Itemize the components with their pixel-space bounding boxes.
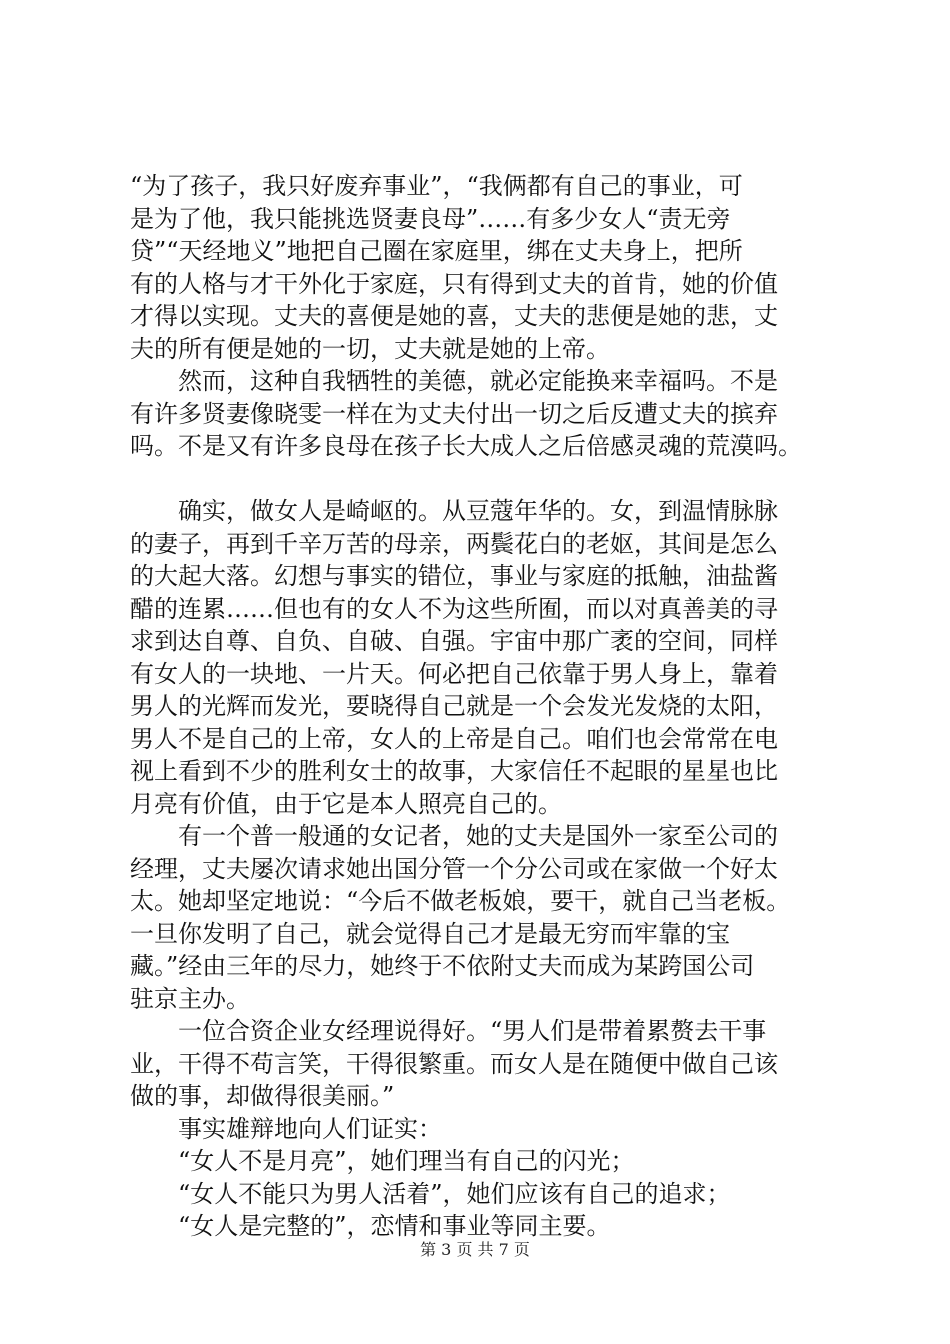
text-line: 有一个普一般通的女记者，她的丈夫是国外一家至公司的 bbox=[178, 822, 778, 850]
text-line: 一旦你发明了自己，就会觉得自己才是最无穷而牢靠的宝 bbox=[130, 919, 730, 948]
text-line: 有许多贤妻像晓雯一样在为丈夫付出一切之后反遭丈夫的摈弃 bbox=[130, 399, 778, 428]
text-line: 然而，这种自我牺牲的美德，就必定能换来幸福吗。不是 bbox=[178, 367, 778, 395]
text-line: 男人的光辉而发光，要晓得自己就是一个会发光发烧的太阳， bbox=[130, 692, 778, 720]
text-line: 一位合资企业女经理说得好。“男人们是带着累赘去干事 bbox=[178, 1017, 767, 1045]
text-line: “为了孩子，我只好废弃事业”，“我俩都有自己的事业，可 bbox=[130, 172, 743, 200]
text-line: 业，干得不苟言笑，干得很繁重。而女人是在随便中做自己该 bbox=[130, 1049, 778, 1078]
text-line: 夫的所有便是她的一切，丈夫就是她的上帝。 bbox=[130, 334, 610, 363]
text-line: 有的人格与才干外化于家庭，只有得到丈夫的首肯，她的价值 bbox=[130, 269, 778, 298]
text-line: 的妻子，再到千辛万苦的母亲，两鬓花白的老妪，其间是怎么 bbox=[130, 529, 778, 558]
text-line: 驻京主办。 bbox=[130, 984, 250, 1013]
text-line: 的大起大落。幻想与事实的错位，事业与家庭的抵触，油盐酱 bbox=[130, 562, 778, 590]
text-line: 男人不是自己的上帝，女人的上帝是自己。咱们也会常常在电 bbox=[130, 724, 778, 753]
text-line: 做的事，却做得很美丽。” bbox=[130, 1082, 395, 1110]
text-line: 贷”“天经地义”地把自己圈在家庭里，绑在丈夫身上，把所 bbox=[130, 237, 743, 265]
text-line: “女人不能只为男人活着”，她们应该有自己的追求； bbox=[178, 1179, 731, 1208]
text-line: 藏。”经由三年的尽力，她终于不依附丈夫而成为某跨国公司 bbox=[130, 952, 755, 980]
text-line: 太。她却坚定地说：“今后不做老板娘，要干，就自己当老板。 bbox=[130, 887, 791, 915]
text-line: 求到达自尊、自负、自破、自强。宇宙中那广袤的空间，同样 bbox=[130, 627, 778, 655]
text-line: 确实，做女人是崎岖的。从豆蔻年华的。女，到温情脉脉 bbox=[178, 497, 778, 525]
text-line: 视上看到不少的胜利女士的故事，大家信任不起眼的星星也比 bbox=[130, 757, 778, 785]
text-line: 吗。不是又有许多良母在孩子长大成人之后倍感灵魂的荒漠吗。 bbox=[130, 432, 802, 460]
text-line: “女人是完整的”，恋情和事业等同主要。 bbox=[178, 1212, 611, 1240]
text-line: 是为了他，我只能挑选贤妻良母”……有多少女人“责无旁 bbox=[130, 204, 731, 233]
paragraph-gap bbox=[130, 463, 830, 496]
text-line: 才得以实现。丈夫的喜便是她的喜，丈夫的悲便是她的悲，丈 bbox=[130, 302, 778, 330]
text-line: 有女人的一块地、一片天。何必把自己依靠于男人身上，靠着 bbox=[130, 659, 778, 688]
text-line: 经理，丈夫屡次请求她出国分管一个分公司或在家做一个好太 bbox=[130, 854, 778, 883]
page-number-footer: 第 3 页 共 7 页 bbox=[420, 1240, 530, 1259]
text-line: 月亮有价值，由于它是本人照亮自己的。 bbox=[130, 789, 562, 818]
text-line: “女人不是月亮”，她们理当有自己的闪光； bbox=[178, 1147, 635, 1175]
document-body bbox=[130, 170, 830, 1243]
text-line: 醋的连累……但也有的女人不为这些所囿，而以对真善美的寻 bbox=[130, 594, 778, 623]
text-line: 事实雄辩地向人们证实： bbox=[178, 1114, 442, 1143]
